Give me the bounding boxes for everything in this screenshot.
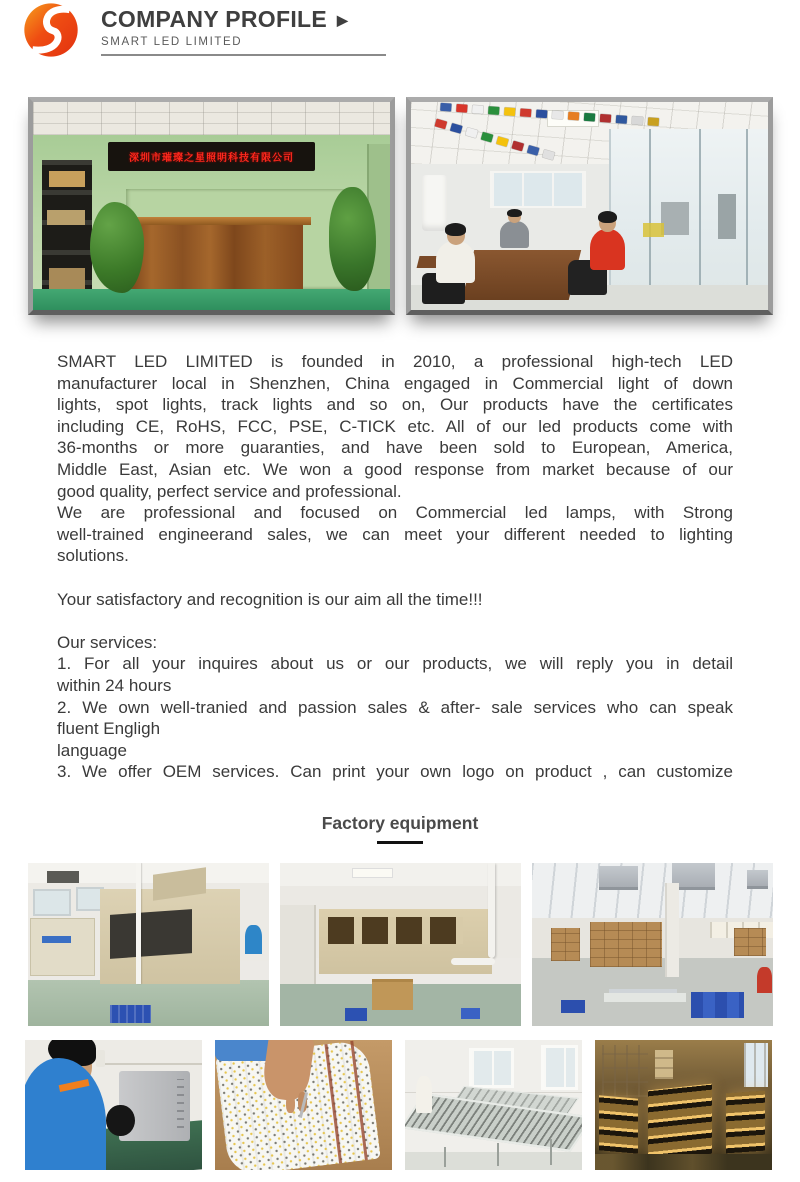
about-line: SMART LED LIMITED is founded in 2010, a professional high-tech LED — [57, 352, 733, 371]
play-arrow-icon: ▶ — [337, 12, 349, 28]
cardboard-box — [372, 979, 413, 1010]
blue-crate — [110, 1005, 151, 1023]
photo-led-testing — [25, 1040, 202, 1170]
worker-figure — [436, 241, 475, 283]
about-line: 2. We own well-tranied and passion sales & after- sale services who can speak — [57, 697, 733, 717]
about-line: 36-months or more guaranties, and have been sold to European, America, — [57, 438, 733, 458]
about-line: fluent Engligh — [57, 719, 161, 739]
box-stack — [590, 922, 662, 968]
company-name: SMART LED LIMITED — [101, 36, 243, 48]
about-line: Our services: — [57, 632, 158, 652]
led-sign: 深圳市璀璨之星照明科技有限公司 — [108, 142, 315, 171]
worker-figure — [245, 925, 262, 954]
about-line: solutions. — [57, 546, 129, 566]
photo-office-reception — [28, 97, 395, 315]
company-logo-icon — [14, 1, 88, 59]
photo-assembly-tables — [405, 1040, 582, 1170]
photo-pcb-inspection — [215, 1040, 392, 1170]
about-line: Your satisfactory and recognition is our aim all the time!!! — [57, 589, 483, 609]
about-line: within 24 hours — [57, 675, 172, 695]
heading-underline — [377, 841, 423, 844]
reception-desk — [131, 225, 302, 289]
header-underline — [101, 54, 386, 56]
about-line: good quality, perfect service and professional. — [57, 481, 402, 501]
about-line: Middle East, Asian etc. We won a good response from market because of our — [57, 459, 733, 479]
page-title: COMPANY PROFILE ▶ — [101, 6, 349, 32]
about-line: 1. For all your inquires about us or our products, we will reply you in detail — [57, 654, 733, 674]
about-line: 3. We offer OEM services. Can print your own logo on product , can customize — [57, 762, 733, 782]
aging-test-rack — [648, 1083, 712, 1160]
office-desk — [462, 250, 582, 300]
blue-crates — [691, 992, 744, 1018]
about-line: including CE, RoHS, FCC, PSE, C-TICK etc. All of our led products come with — [57, 416, 733, 436]
worker-figure — [757, 967, 771, 993]
air-duct — [599, 866, 638, 890]
worker-figure — [416, 1076, 432, 1112]
photo-smt-machines — [28, 863, 269, 1026]
photo-production-machines — [280, 863, 521, 1026]
about-line: We are professional and focused on Commercial led lamps, with Strong — [57, 503, 733, 523]
factory-equipment-heading: Factory equipment — [321, 813, 479, 833]
photo-aging-test-room — [595, 1040, 772, 1170]
worker-figure — [590, 229, 626, 271]
about-line: language — [57, 740, 127, 760]
photo-warehouse — [532, 863, 773, 1026]
about-text — [57, 351, 733, 783]
plant — [329, 187, 375, 291]
about-line: manufacturer local in Shenzhen, China engaged in Commercial light of down — [57, 373, 733, 393]
photo-office-workspace — [406, 97, 773, 315]
about-line: well-trained engineerand sales, we can meet your different needed to lighting — [57, 524, 733, 544]
about-line: lights, spot lights, track lights and so on, Our products have the certificates — [57, 395, 733, 415]
